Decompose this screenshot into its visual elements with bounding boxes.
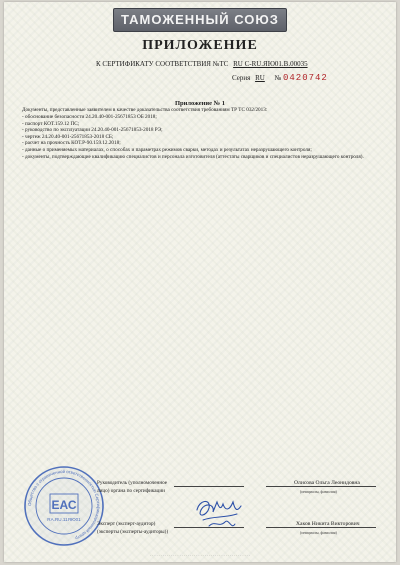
svg-text:ЕАС: ЕАС (51, 498, 77, 512)
list-item: - данные о применяемых материалах, о способах и параметрах режимов сварки, методах и результатах неразрушающего контроля; (22, 146, 312, 153)
certificate-label: К СЕРТИФИКАТУ СООТВЕТСТВИЯ №ТС (96, 60, 229, 68)
documents-list (22, 114, 382, 160)
svg-text:Общество с ограниченной ответс: Общество с ограниченной ответственностью Сертификационный центр (26, 468, 102, 541)
list-item: - расчет на прочность КОТ.Р-90.159.12.2018; (22, 140, 121, 147)
page-title: ПРИЛОЖЕНИЕ (142, 38, 258, 53)
head-name-line (266, 486, 376, 487)
print-footer: · · · · · · · · · · · · · · · · · · · · · · · · · · · · · · · · · · · · · · · · · · · · · · · · (150, 554, 250, 558)
list-item: - чертеж 24.20.40-001-25671853-2018 СБ; (22, 133, 114, 140)
expert-signature-label-2: (эксперты (эксперты-аудиторы)) (97, 529, 169, 535)
series-line (232, 73, 328, 83)
list-item: - обоснование безопасности 24.20.40-001-25671853 ОБ 2018; (22, 114, 157, 120)
head-name: Олисова Ольга Леонидовна (294, 480, 360, 486)
expert-name-caption: (инициалы, фамилия) (300, 530, 337, 535)
head-signature-label-2: лицо) органа по сертификации (97, 488, 165, 494)
certificate-annex-sheet (4, 2, 396, 562)
list-item: - паспорт КОТ.159.12 ПС; (22, 120, 80, 127)
official-seal-stamp (23, 465, 105, 547)
expert-name: Хаков Никита Викторович (296, 521, 360, 527)
serial-prefix: № (274, 74, 282, 82)
series-code: RU (255, 74, 265, 82)
customs-union-banner: ТАМОЖЕННЫЙ СОЮЗ (113, 8, 287, 32)
list-item: - документы, подтверждающие квалификацию специалистов и персонала изготовителя (аттестаты сварщиков и специалистов неразрушающего контроля). (22, 153, 364, 160)
certificate-number: RU C-RU.ЯЮ01.В.00035 (233, 60, 308, 68)
list-item: - руководство по эксплуатации 24.20.40-001-25671853-2018 РЭ; (22, 127, 163, 134)
documents-intro: Документы, представленные заявителем в качестве доказательства соответствия требованиям ТР ТС 032/2013: (22, 107, 268, 113)
expert-name-line (266, 527, 376, 528)
appendix-heading: Приложение № 1 (174, 100, 226, 107)
expert-signature-label-1: Эксперт (эксперт-аудитор) (97, 521, 156, 527)
head-name-caption: (инициалы, фамилия) (300, 489, 337, 494)
head-signature-label-1: Руководитель (уполномоченное (97, 480, 168, 486)
svg-text:RA.RU.11ЯЮ01: RA.RU.11ЯЮ01 (47, 517, 81, 522)
series-label: Серия (232, 74, 251, 82)
certificate-reference (96, 60, 308, 68)
handwritten-signature (189, 490, 249, 540)
head-signature-line (174, 486, 244, 487)
serial-number: 0420742 (283, 73, 328, 83)
